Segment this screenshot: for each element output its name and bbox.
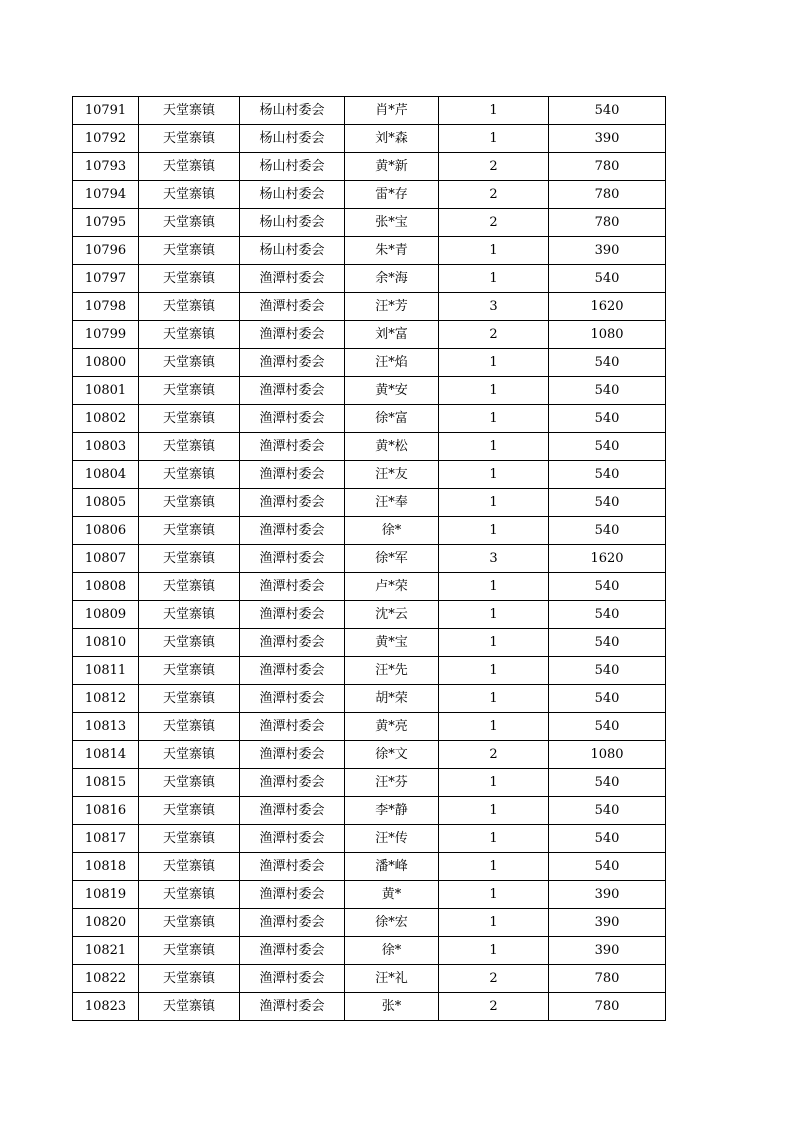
town-cell: 天堂寨镇 [139,125,240,153]
count-cell: 1 [439,125,549,153]
count-cell: 2 [439,741,549,769]
amount-cell: 780 [549,965,666,993]
town-cell: 天堂寨镇 [139,629,240,657]
table-row [73,937,666,965]
table-row [73,685,666,713]
amount-cell: 540 [549,853,666,881]
village-committee-cell: 渔潭村委会 [240,321,345,349]
name-cell: 徐*富 [345,405,439,433]
table-row [73,433,666,461]
town-cell: 天堂寨镇 [139,685,240,713]
town-cell: 天堂寨镇 [139,657,240,685]
town-cell: 天堂寨镇 [139,153,240,181]
town-cell: 天堂寨镇 [139,97,240,125]
name-cell: 汪*先 [345,657,439,685]
village-committee-cell: 渔潭村委会 [240,433,345,461]
count-cell: 1 [439,909,549,937]
table-row [73,153,666,181]
name-cell: 李*静 [345,797,439,825]
town-cell: 天堂寨镇 [139,853,240,881]
table-row [73,657,666,685]
name-cell: 黄* [345,881,439,909]
name-cell: 汪*友 [345,461,439,489]
serial-number-cell: 10819 [73,881,139,909]
serial-number-cell: 10806 [73,517,139,545]
serial-number-cell: 10817 [73,825,139,853]
village-committee-cell: 渔潭村委会 [240,769,345,797]
amount-cell: 540 [549,629,666,657]
town-cell: 天堂寨镇 [139,769,240,797]
village-committee-cell: 渔潭村委会 [240,657,345,685]
town-cell: 天堂寨镇 [139,601,240,629]
table-body [73,97,666,1021]
amount-cell: 540 [549,713,666,741]
name-cell: 黄*松 [345,433,439,461]
village-committee-cell: 渔潭村委会 [240,293,345,321]
town-cell: 天堂寨镇 [139,741,240,769]
count-cell: 1 [439,825,549,853]
amount-cell: 540 [549,601,666,629]
count-cell: 2 [439,209,549,237]
village-committee-cell: 渔潭村委会 [240,377,345,405]
name-cell: 徐*文 [345,741,439,769]
town-cell: 天堂寨镇 [139,265,240,293]
serial-number-cell: 10813 [73,713,139,741]
count-cell: 1 [439,237,549,265]
town-cell: 天堂寨镇 [139,377,240,405]
name-cell: 张*宝 [345,209,439,237]
village-committee-cell: 杨山村委会 [240,153,345,181]
serial-number-cell: 10804 [73,461,139,489]
village-committee-cell: 渔潭村委会 [240,629,345,657]
village-committee-cell: 杨山村委会 [240,209,345,237]
table-row [73,573,666,601]
village-committee-cell: 渔潭村委会 [240,349,345,377]
village-committee-cell: 渔潭村委会 [240,965,345,993]
amount-cell: 540 [549,461,666,489]
amount-cell: 1080 [549,321,666,349]
village-committee-cell: 渔潭村委会 [240,937,345,965]
village-committee-cell: 渔潭村委会 [240,405,345,433]
count-cell: 1 [439,97,549,125]
amount-cell: 780 [549,153,666,181]
village-committee-cell: 杨山村委会 [240,125,345,153]
serial-number-cell: 10792 [73,125,139,153]
amount-cell: 540 [549,685,666,713]
name-cell: 汪*礼 [345,965,439,993]
serial-number-cell: 10807 [73,545,139,573]
count-cell: 1 [439,769,549,797]
name-cell: 张* [345,993,439,1021]
amount-cell: 390 [549,125,666,153]
name-cell: 刘*森 [345,125,439,153]
count-cell: 1 [439,881,549,909]
table-row [73,377,666,405]
count-cell: 1 [439,517,549,545]
amount-cell: 540 [549,825,666,853]
town-cell: 天堂寨镇 [139,349,240,377]
name-cell: 黄*宝 [345,629,439,657]
town-cell: 天堂寨镇 [139,461,240,489]
amount-cell: 390 [549,237,666,265]
count-cell: 1 [439,433,549,461]
serial-number-cell: 10811 [73,657,139,685]
amount-cell: 540 [549,349,666,377]
table-row [73,405,666,433]
count-cell: 1 [439,349,549,377]
count-cell: 1 [439,797,549,825]
count-cell: 1 [439,853,549,881]
serial-number-cell: 10793 [73,153,139,181]
serial-number-cell: 10801 [73,377,139,405]
village-committee-cell: 渔潭村委会 [240,741,345,769]
village-committee-cell: 渔潭村委会 [240,993,345,1021]
name-cell: 黄*亮 [345,713,439,741]
town-cell: 天堂寨镇 [139,937,240,965]
table-row [73,797,666,825]
town-cell: 天堂寨镇 [139,545,240,573]
table-row [73,741,666,769]
serial-number-cell: 10799 [73,321,139,349]
serial-number-cell: 10816 [73,797,139,825]
table-row [73,601,666,629]
serial-number-cell: 10808 [73,573,139,601]
name-cell: 汪*焰 [345,349,439,377]
count-cell: 1 [439,461,549,489]
serial-number-cell: 10820 [73,909,139,937]
count-cell: 1 [439,405,549,433]
name-cell: 徐* [345,517,439,545]
count-cell: 3 [439,545,549,573]
amount-cell: 540 [549,433,666,461]
count-cell: 2 [439,321,549,349]
town-cell: 天堂寨镇 [139,517,240,545]
amount-cell: 1080 [549,741,666,769]
table-row [73,237,666,265]
table-row [73,965,666,993]
serial-number-cell: 10823 [73,993,139,1021]
name-cell: 黄*安 [345,377,439,405]
town-cell: 天堂寨镇 [139,489,240,517]
town-cell: 天堂寨镇 [139,209,240,237]
table-row [73,713,666,741]
serial-number-cell: 10803 [73,433,139,461]
count-cell: 1 [439,685,549,713]
table-row [73,349,666,377]
table-row [73,517,666,545]
amount-cell: 540 [549,377,666,405]
serial-number-cell: 10812 [73,685,139,713]
amount-cell: 540 [549,797,666,825]
table-row [73,97,666,125]
count-cell: 2 [439,993,549,1021]
table-row [73,461,666,489]
town-cell: 天堂寨镇 [139,909,240,937]
name-cell: 余*海 [345,265,439,293]
village-committee-cell: 渔潭村委会 [240,825,345,853]
amount-cell: 540 [549,657,666,685]
town-cell: 天堂寨镇 [139,993,240,1021]
count-cell: 1 [439,713,549,741]
serial-number-cell: 10794 [73,181,139,209]
amount-cell: 540 [549,97,666,125]
serial-number-cell: 10797 [73,265,139,293]
amount-cell: 780 [549,181,666,209]
name-cell: 胡*荣 [345,685,439,713]
serial-number-cell: 10802 [73,405,139,433]
village-committee-cell: 渔潭村委会 [240,713,345,741]
town-cell: 天堂寨镇 [139,433,240,461]
data-table [72,96,666,1021]
count-cell: 3 [439,293,549,321]
count-cell: 1 [439,937,549,965]
village-committee-cell: 渔潭村委会 [240,881,345,909]
table-row [73,293,666,321]
serial-number-cell: 10821 [73,937,139,965]
count-cell: 1 [439,573,549,601]
table-row [73,881,666,909]
town-cell: 天堂寨镇 [139,965,240,993]
name-cell: 汪*奉 [345,489,439,517]
amount-cell: 390 [549,909,666,937]
table-row [73,629,666,657]
name-cell: 徐*军 [345,545,439,573]
amount-cell: 540 [549,265,666,293]
count-cell: 1 [439,377,549,405]
village-committee-cell: 渔潭村委会 [240,601,345,629]
town-cell: 天堂寨镇 [139,825,240,853]
serial-number-cell: 10796 [73,237,139,265]
village-committee-cell: 渔潭村委会 [240,685,345,713]
serial-number-cell: 10805 [73,489,139,517]
name-cell: 徐*宏 [345,909,439,937]
town-cell: 天堂寨镇 [139,405,240,433]
amount-cell: 540 [549,489,666,517]
name-cell: 汪*芬 [345,769,439,797]
name-cell: 潘*峰 [345,853,439,881]
village-committee-cell: 渔潭村委会 [240,517,345,545]
serial-number-cell: 10814 [73,741,139,769]
table-row [73,489,666,517]
serial-number-cell: 10800 [73,349,139,377]
village-committee-cell: 渔潭村委会 [240,545,345,573]
town-cell: 天堂寨镇 [139,181,240,209]
town-cell: 天堂寨镇 [139,713,240,741]
table-row [73,825,666,853]
amount-cell: 540 [549,573,666,601]
count-cell: 1 [439,629,549,657]
serial-number-cell: 10798 [73,293,139,321]
name-cell: 沈*云 [345,601,439,629]
amount-cell: 540 [549,405,666,433]
serial-number-cell: 10815 [73,769,139,797]
amount-cell: 1620 [549,293,666,321]
amount-cell: 390 [549,937,666,965]
serial-number-cell: 10818 [73,853,139,881]
count-cell: 2 [439,965,549,993]
count-cell: 1 [439,657,549,685]
town-cell: 天堂寨镇 [139,881,240,909]
name-cell: 黄*新 [345,153,439,181]
name-cell: 雷*存 [345,181,439,209]
name-cell: 朱*青 [345,237,439,265]
village-committee-cell: 杨山村委会 [240,97,345,125]
name-cell: 徐* [345,937,439,965]
name-cell: 汪*传 [345,825,439,853]
table-row [73,909,666,937]
town-cell: 天堂寨镇 [139,293,240,321]
amount-cell: 1620 [549,545,666,573]
town-cell: 天堂寨镇 [139,321,240,349]
serial-number-cell: 10822 [73,965,139,993]
village-committee-cell: 渔潭村委会 [240,489,345,517]
amount-cell: 780 [549,209,666,237]
village-committee-cell: 渔潭村委会 [240,265,345,293]
count-cell: 1 [439,601,549,629]
table-row [73,993,666,1021]
village-committee-cell: 渔潭村委会 [240,853,345,881]
town-cell: 天堂寨镇 [139,797,240,825]
serial-number-cell: 10791 [73,97,139,125]
town-cell: 天堂寨镇 [139,237,240,265]
name-cell: 卢*荣 [345,573,439,601]
count-cell: 2 [439,153,549,181]
count-cell: 2 [439,181,549,209]
table-row [73,125,666,153]
serial-number-cell: 10810 [73,629,139,657]
village-committee-cell: 渔潭村委会 [240,797,345,825]
serial-number-cell: 10795 [73,209,139,237]
serial-number-cell: 10809 [73,601,139,629]
amount-cell: 390 [549,881,666,909]
table-row [73,853,666,881]
village-committee-cell: 渔潭村委会 [240,461,345,489]
name-cell: 肖*芹 [345,97,439,125]
amount-cell: 540 [549,769,666,797]
table-row [73,321,666,349]
village-committee-cell: 杨山村委会 [240,181,345,209]
village-committee-cell: 杨山村委会 [240,237,345,265]
village-committee-cell: 渔潭村委会 [240,573,345,601]
count-cell: 1 [439,489,549,517]
table-row [73,181,666,209]
village-committee-cell: 渔潭村委会 [240,909,345,937]
table-row [73,769,666,797]
amount-cell: 780 [549,993,666,1021]
table-row [73,209,666,237]
table-row [73,265,666,293]
amount-cell: 540 [549,517,666,545]
name-cell: 汪*芳 [345,293,439,321]
table-row [73,545,666,573]
town-cell: 天堂寨镇 [139,573,240,601]
count-cell: 1 [439,265,549,293]
name-cell: 刘*富 [345,321,439,349]
